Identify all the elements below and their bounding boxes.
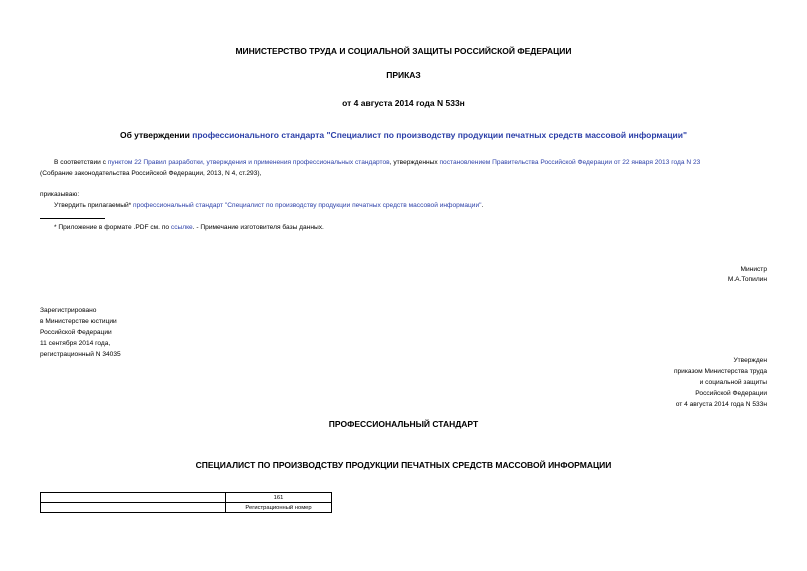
p1-text-a: В соответствии с [54,159,108,166]
resolution-link[interactable]: постановлением Правительства Российской Федерации от 22 января 2013 года N 23 [439,159,701,166]
registration-line: регистрационный N 34035 [40,351,121,358]
registration-block [40,305,121,360]
footnote-link[interactable]: ссылке [170,224,193,231]
table-row [41,493,332,503]
p1-text-b: , утвержденных [389,159,440,166]
approved-line: Российской Федерации [695,390,767,397]
doc-type: ПРИКАЗ [386,70,421,80]
registration-line: 11 сентября 2014 года, [40,340,111,347]
footnote-text-b: . - Примечание изготовителя базы данных. [192,224,324,231]
approved-line: приказом Министерства труда [673,368,767,375]
registration-line: Российской Федерации [40,329,112,336]
doc-date-number: от 4 августа 2014 года N 533н [342,98,465,108]
footnote-separator [40,218,105,219]
ministry-title: МИНИСТЕРСТВО ТРУДА И СОЦИАЛЬНОЙ ЗАЩИТЫ РОССИЙСКОЙ ФЕДЕРАЦИИ [235,46,572,56]
paragraph-1-line-2: (Собрание законодательства Российской Федерации, 2013, N 4, ст.293), [40,170,262,177]
standard-name: СПЕЦИАЛИСТ ПО ПРОИЗВОДСТВУ ПРОДУКЦИИ ПЕЧАТНЫХ СРЕДСТВ МАССОВОЙ ИНФОРМАЦИИ [195,460,612,470]
approved-block [674,355,767,410]
footnote-text-a: * Приложение в формате .PDF см. по [54,224,171,231]
approved-line: и социальной защиты [699,379,767,386]
p2-text-b: . [481,202,484,209]
standard-title: ПРОФЕССИОНАЛЬНЫЙ СТАНДАРТ [328,419,479,429]
reg-number-value: 161 [226,493,332,503]
paragraph-1-line-1 [54,157,700,168]
subject-link[interactable]: профессионального стандарта "Специалист по производству продукции печатных средств массовой информации" [192,130,688,140]
signature-name: М.А.Топилин [727,276,767,283]
signature-position: Министр [740,266,767,273]
reg-number-label: Регистрационный номер [226,503,332,513]
table-cell-empty [41,493,226,503]
standard-link[interactable]: профессиональный стандарт "Специалист по производству продукции печатных средств массовой информации" [133,202,482,209]
table-row [41,503,332,513]
approved-line: Утвержден [733,357,767,364]
doc-subject [0,130,807,140]
table-cell-empty [41,503,226,513]
registration-number-table [40,492,332,513]
paragraph-2 [54,200,483,211]
registration-line: Зарегистрировано [40,307,97,314]
approved-line: от 4 августа 2014 года N 533н [675,401,767,408]
rules-link[interactable]: пунктом 22 Правил разработки, утверждения и применения профессиональных стандартов [107,159,390,166]
registration-line: в Министерстве юстиции [40,318,117,325]
p2-text-a: Утвердить прилагаемый* [54,202,134,209]
subject-prefix: Об утверждении [119,130,193,140]
order-word: приказываю: [40,191,80,198]
footnote [54,222,324,233]
